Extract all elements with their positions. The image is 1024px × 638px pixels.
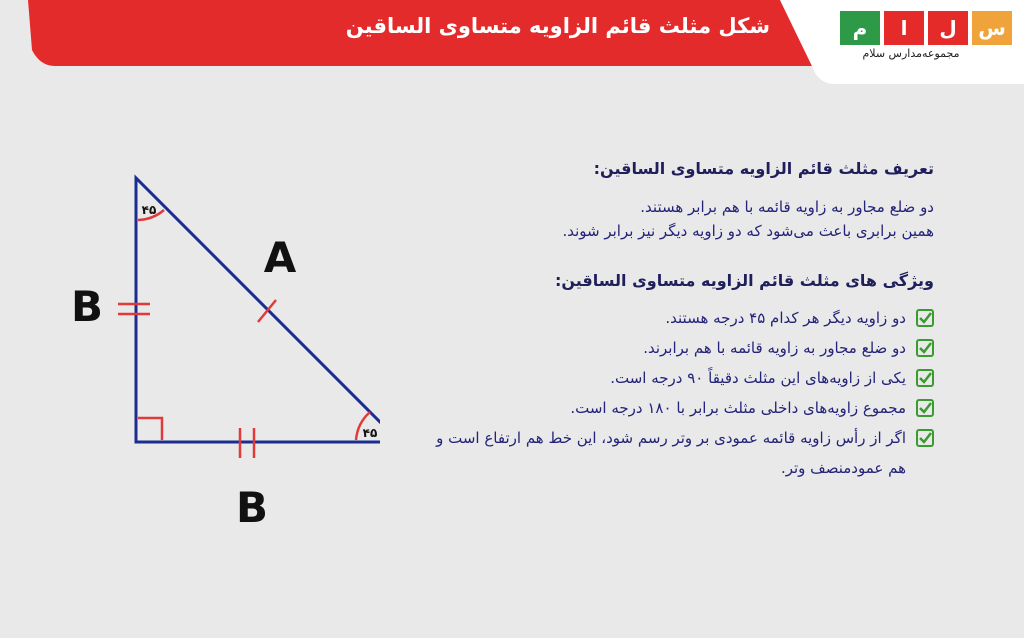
logo-tile: م — [840, 11, 880, 45]
horizontal-leg-label: B — [235, 483, 269, 532]
list-item-text: یکی از زاویه‌های این مثلث دقیقاً ۹۰ درجه است. — [610, 369, 906, 387]
list-item-text: دو ضلع مجاور به زاویه قائمه با هم برابرند. — [643, 339, 906, 357]
checkbox-icon — [916, 339, 934, 357]
list-item-text: اگر از رأس زاویه قائمه عمودی بر وتر رسم شود، این خط هم ارتفاع است و هم عمودمنصف وتر. — [436, 429, 906, 477]
checkbox-icon — [916, 429, 934, 447]
logo-caption: مجموعه‌مدارس سلام — [862, 47, 960, 60]
definition-line: دو ضلع مجاور به زاویه قائمه با هم برابر هستند. — [640, 198, 934, 216]
logo-tile: ا — [884, 11, 924, 45]
header-banner — [0, 0, 1024, 84]
logo-tile: ل — [928, 11, 968, 45]
vertical-leg-label: B — [70, 282, 104, 331]
list-item-text: مجموع زاویه‌های داخلی مثلث برابر با ۱۸۰ درجه است. — [570, 399, 906, 417]
list-item-text: دو زاویه دیگر هر کدام ۴۵ درجه هستند. — [665, 309, 906, 327]
triangle-diagram — [50, 160, 380, 540]
checkbox-icon — [916, 369, 934, 387]
page-title: شکل مثلث قائم الزاویه متساوی الساقین — [345, 14, 770, 38]
properties-heading: ویژگی های مثلث قائم الزاویه متساوی الساقین: — [554, 271, 934, 290]
list-item — [414, 303, 934, 333]
checkbox-icon — [916, 399, 934, 417]
list-item — [414, 363, 934, 393]
definition-line: همین برابری باعث می‌شود که دو زاویه دیگر نیز برابر شوند. — [562, 222, 934, 240]
definition-text — [414, 195, 934, 243]
checkbox-icon — [916, 309, 934, 327]
list-item — [414, 423, 934, 483]
triangle — [136, 178, 380, 442]
definition-heading: تعریف مثلث قائم الزاویه متساوی الساقین: — [593, 159, 934, 178]
logo-tile: س — [972, 11, 1012, 45]
list-item — [414, 333, 934, 363]
list-item — [414, 393, 934, 423]
right-angle-label: ۴۵ — [362, 426, 378, 440]
right-angle-mark — [138, 418, 162, 440]
logo — [840, 11, 1012, 45]
hypotenuse-label: A — [263, 233, 297, 282]
top-angle-label: ۴۵ — [141, 203, 157, 217]
text-panel — [414, 157, 934, 483]
properties-list — [414, 303, 934, 483]
